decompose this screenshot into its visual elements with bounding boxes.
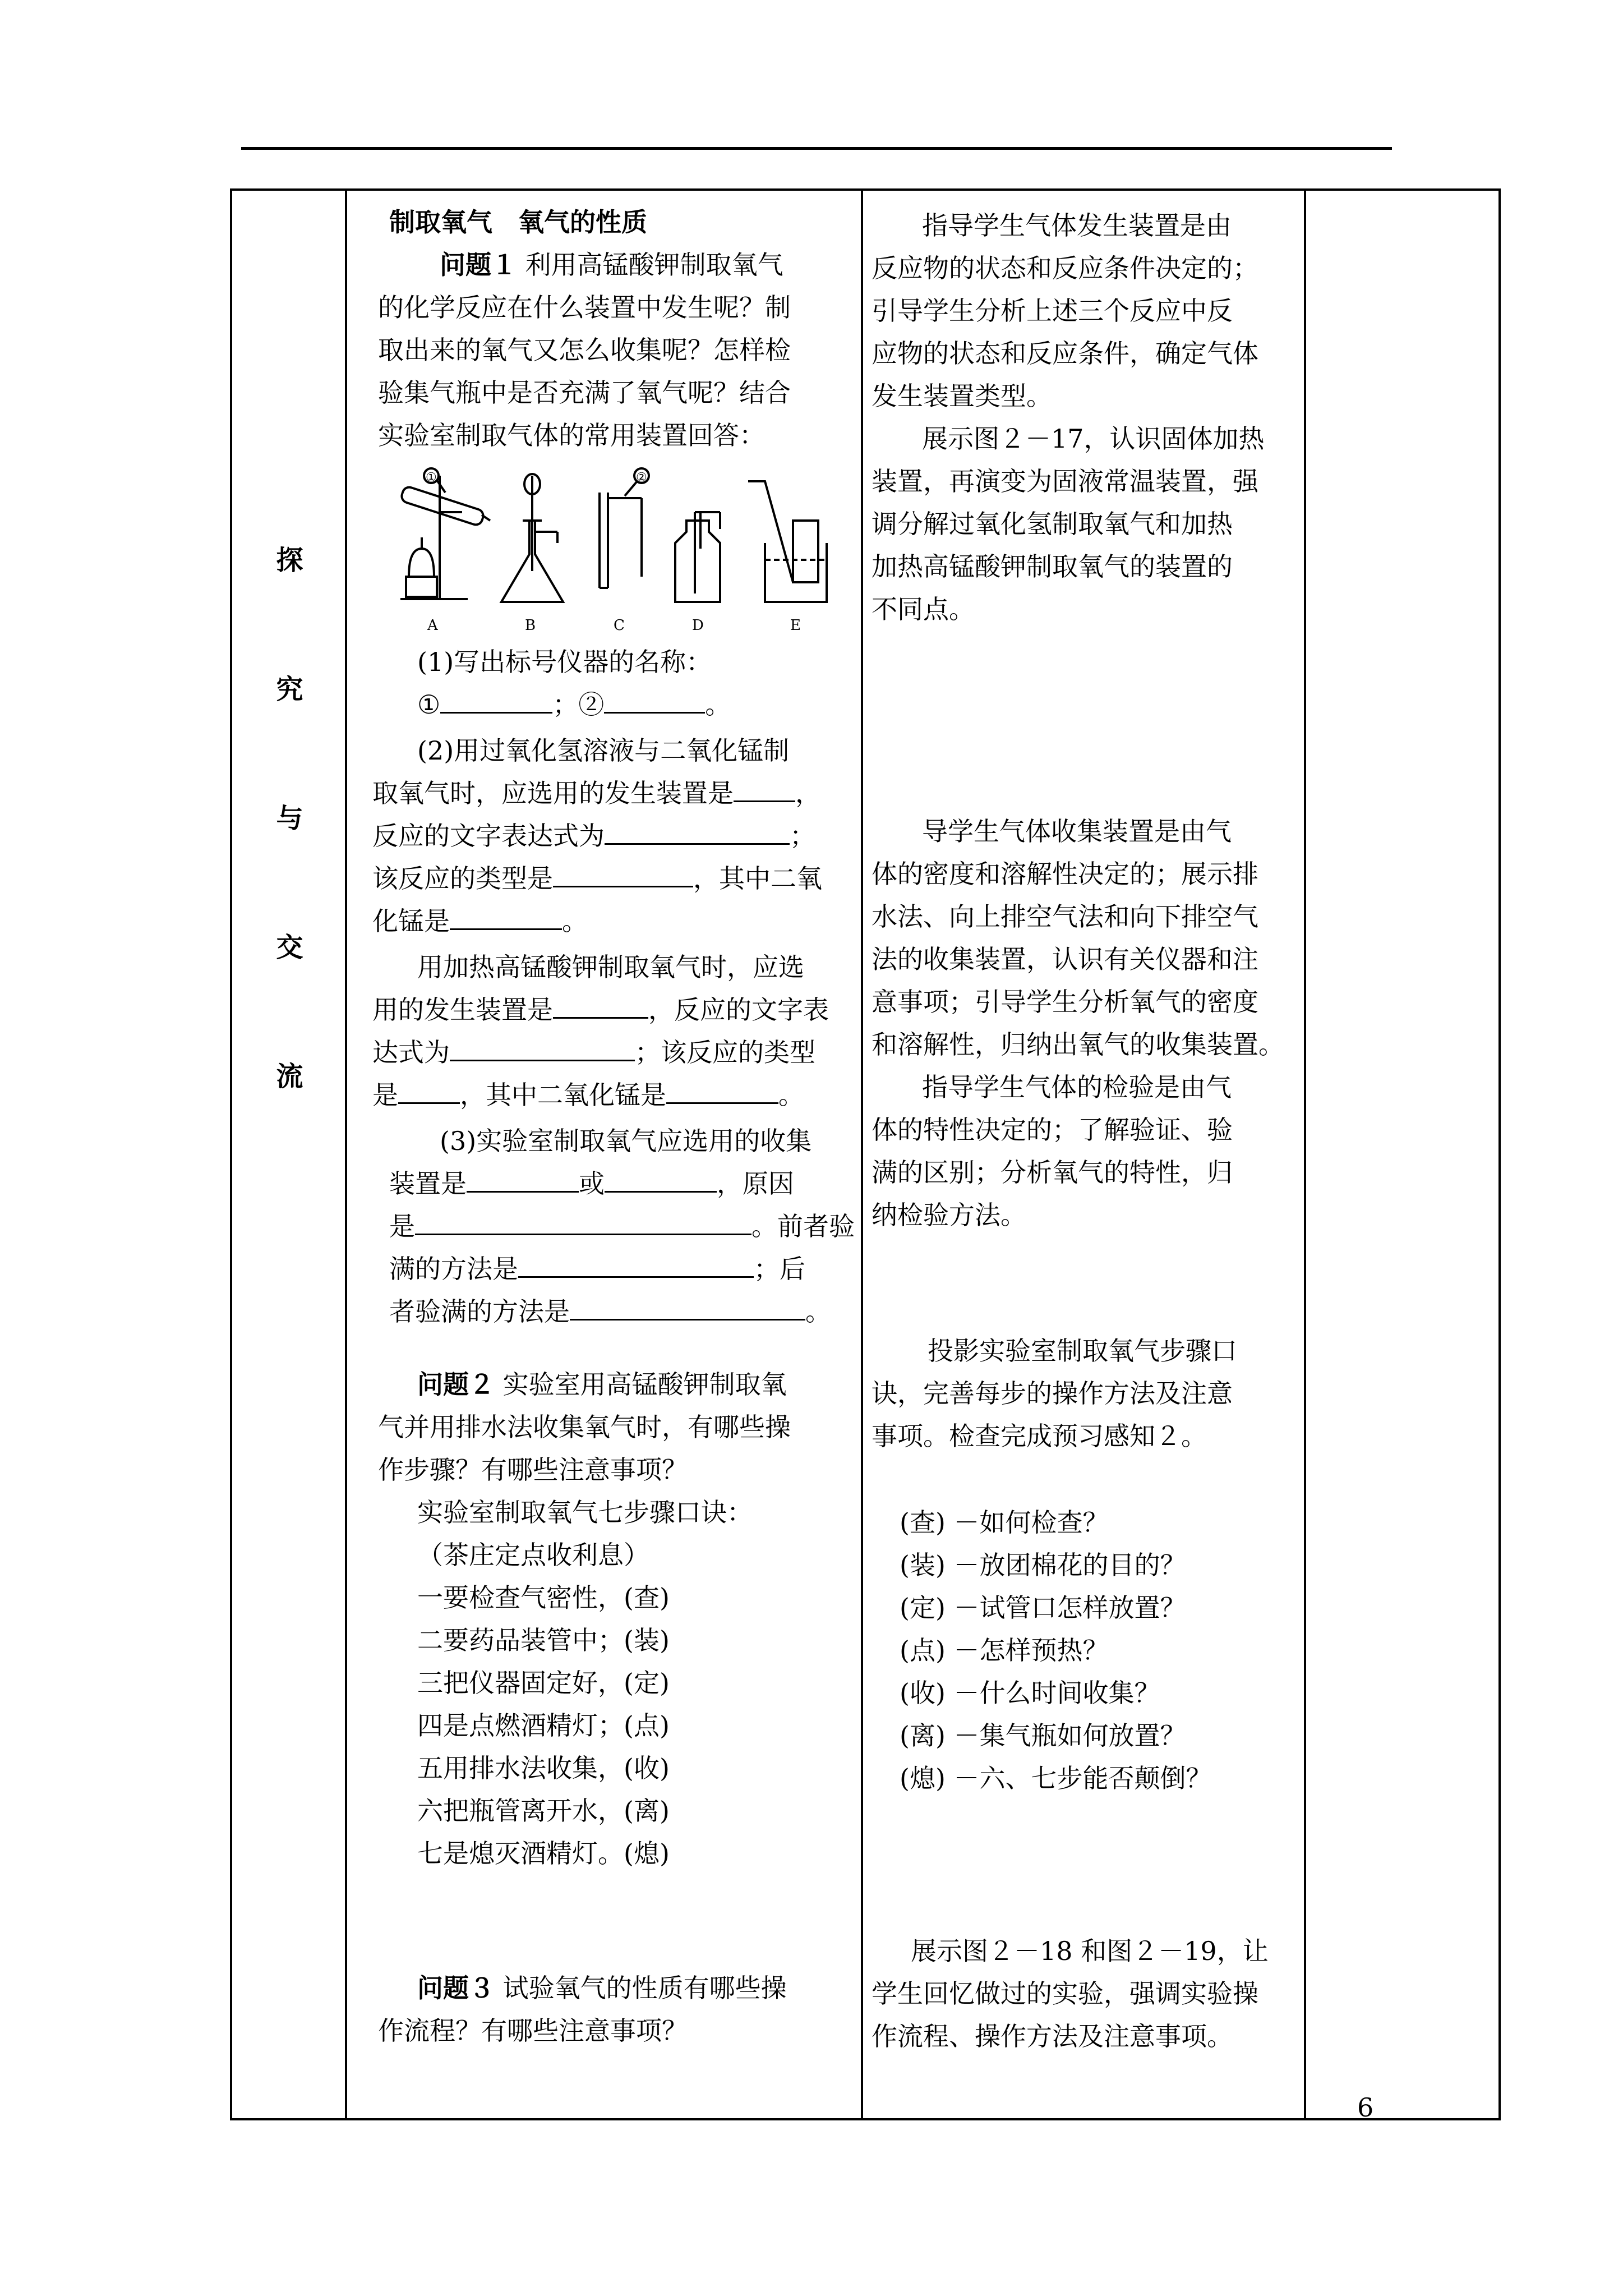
side-label-char: 探: [276, 545, 303, 576]
mnemonic-step: 一要检查气密性，(查): [417, 1582, 670, 1613]
mnemonic-step: 二要药品装管中；(装): [417, 1625, 670, 1655]
guidance-text: 应物的状态和反应条件，确定气体: [872, 338, 1258, 369]
question-2-text: 气并用排水法收集氧气时，有哪些操: [378, 1412, 791, 1442]
sub-question-2: 反应的文字表达式为 ；: [372, 821, 815, 851]
guidance-text: 事项。检查完成预习感知２。: [872, 1421, 1207, 1451]
question-3-text: 作流程？有哪些注意事项？: [378, 2016, 688, 2046]
guidance-question: (熄) －六、七步能否颠倒？: [900, 1763, 1212, 1793]
sub-question-3: 是 。前者验: [389, 1211, 855, 1241]
answer-blank[interactable]: [450, 906, 562, 930]
side-label-char: 究: [276, 674, 303, 705]
answer-blank[interactable]: [553, 995, 648, 1019]
guidance-text: 发生装置类型。: [872, 381, 1052, 411]
guidance-question: (装) －放团棉花的目的？: [900, 1550, 1186, 1580]
guidance-text: 体的特性决定的；了解验证、验: [872, 1115, 1233, 1145]
answer-blank[interactable]: [518, 1254, 754, 1278]
guidance-column: [866, 191, 1303, 2120]
guidance-text: 不同点。: [872, 594, 975, 624]
side-label-char: 与: [276, 803, 303, 834]
column-divider: [1304, 191, 1306, 2118]
apparatus-e: [748, 481, 827, 602]
kmno4-question: 用的发生装置是 ，反应的文字表: [372, 995, 829, 1025]
answer-blank[interactable]: [605, 821, 790, 845]
guidance-text: 体的密度和溶解性决定的；展示排: [872, 859, 1258, 889]
answer-blank[interactable]: [570, 1296, 805, 1320]
kmno4-question: 达式为 ；该反应的类型: [372, 1037, 815, 1068]
kmno4-question: 用加热高锰酸钾制取氧气时，应选: [417, 952, 804, 982]
answer-blank[interactable]: [604, 689, 705, 714]
apparatus-diagram: [378, 459, 838, 638]
guidance-text: 投影实验室制取氧气步骤口: [928, 1336, 1237, 1366]
guidance-text: 装置，再演变为固液常温装置，强: [872, 466, 1258, 496]
answer-blank[interactable]: [605, 1168, 717, 1193]
guidance-text: 加热高锰酸钾制取氧气的装置的: [872, 551, 1233, 582]
mnemonic-step: 五用排水法收集，(收): [417, 1753, 670, 1783]
answer-blank[interactable]: [415, 1211, 751, 1235]
guidance-text: 调分解过氧化氢制取氧气和加热: [872, 509, 1233, 539]
sub-question-3: 者验满的方法是 。: [389, 1296, 831, 1327]
question-3-label: 问题３: [417, 1973, 495, 2003]
apparatus-a: [400, 468, 490, 599]
figure-label-b: B: [525, 617, 536, 634]
guidance-question: (离) －集气瓶如何放置？: [900, 1720, 1186, 1751]
content-column: [361, 191, 855, 2120]
question-1-text: 验集气瓶中是否充满了氧气呢？结合: [378, 378, 791, 408]
sub-question-3: 装置是 或 ，原因: [389, 1168, 794, 1199]
guidance-question: (收) －什么时间收集？: [900, 1678, 1160, 1708]
answer-blank[interactable]: [450, 1037, 635, 1061]
apparatus-d: [675, 512, 720, 602]
header-rule: [241, 147, 1392, 150]
mnemonic-step: 四是点燃酒精灯；(点): [417, 1710, 670, 1741]
question-2-text: 作步骤？有哪些注意事项？: [378, 1455, 688, 1485]
apparatus-c: [600, 468, 649, 588]
sub-question-1: (1)写出标号仪器的名称：: [417, 647, 712, 677]
side-label-char: 交: [276, 932, 303, 963]
answer-blank[interactable]: [467, 1168, 579, 1193]
question-1-text: 取出来的氧气又怎么收集呢？怎样检: [378, 335, 791, 365]
figure-label-d: D: [692, 617, 704, 634]
guidance-text: 指导学生气体的检验是由气: [922, 1072, 1232, 1102]
apparatus-b: [501, 474, 563, 602]
guidance-text: 意事项；引导学生分析氧气的密度: [872, 987, 1258, 1017]
guidance-text: 展示图２－17，认识固体加热: [922, 424, 1265, 454]
guidance-text: 作流程、操作方法及注意事项。: [872, 2021, 1233, 2051]
guidance-text: 导学生气体收集装置是由气: [922, 816, 1232, 846]
answer-blank[interactable]: [440, 689, 552, 714]
figure-label-c: C: [614, 617, 625, 634]
mnemonic-step: 七是熄灭酒精灯。(熄): [417, 1838, 670, 1869]
guidance-question: (定) －试管口怎样放置？: [900, 1593, 1186, 1623]
guidance-question: (点) －怎样预热？: [900, 1635, 1109, 1665]
answer-blank[interactable]: [734, 778, 795, 802]
question-1-text: 的化学反应在什么装置中发生呢？制: [378, 292, 791, 323]
sub-question-1-blanks: ① ；② 。: [417, 689, 731, 720]
guidance-text: 纳检验方法。: [872, 1200, 1026, 1230]
guidance-text: 学生回忆做过的实验，强调实验操: [872, 1978, 1258, 2009]
guidance-text: 引导学生分析上述三个反应中反: [872, 296, 1233, 326]
side-label-char: 流: [276, 1061, 303, 1092]
figure-label-a: A: [427, 617, 438, 634]
lesson-table: [230, 188, 1501, 2120]
question-2-line: 问题２ 实验室用高锰酸钾制取氧: [417, 1369, 787, 1400]
mnemonic-step: 三把仪器固定好，(定): [417, 1668, 670, 1698]
column-divider: [345, 191, 347, 2118]
section-heading: 制取氧气 氧气的性质: [389, 207, 647, 237]
guidance-text: 反应物的状态和反应条件决定的；: [872, 253, 1258, 283]
guidance-text: 和溶解性，归纳出氧气的收集装置。: [872, 1029, 1284, 1060]
guidance-question: (查) －如何检查？: [900, 1507, 1109, 1538]
sub-question-2: (2)用过氧化氢溶液与二氧化锰制: [417, 735, 790, 766]
sub-question-2: 化锰是 。: [372, 906, 588, 936]
guidance-text: 指导学生气体发生装置是由: [922, 210, 1232, 241]
guidance-text: 水法、向上排空气法和向下排空气: [872, 901, 1258, 932]
mnemonic-step: 六把瓶管离开水，(离): [417, 1796, 670, 1826]
sub-question-2: 取氧气时，应选用的发生装置是 ，: [372, 778, 821, 808]
question-1-label: 问题１: [440, 250, 517, 280]
column-divider: [861, 191, 863, 2118]
figure-marker-2: ②: [636, 471, 647, 485]
sub-question-3: (3)实验室制取氧气应选用的收集: [440, 1126, 812, 1156]
guidance-text: 诀，完善每步的操作方法及注意: [872, 1378, 1233, 1409]
kmno4-question: 是 ，其中二氧化锰是 。: [372, 1080, 804, 1110]
mnemonic-subtitle: （茶庄定点收利息）: [417, 1540, 649, 1570]
answer-blank[interactable]: [553, 863, 693, 887]
guidance-text: 展示图２－18 和图２－19，让: [911, 1936, 1269, 1966]
question-3-line: 问题３ 试验氧气的性质有哪些操: [417, 1973, 787, 2003]
apparatus-figure: [378, 459, 838, 638]
figure-marker-1: ①: [426, 471, 437, 485]
question-2-label: 问题２: [417, 1369, 495, 1400]
answer-blank[interactable]: [666, 1080, 778, 1104]
mnemonic-title: 实验室制取氧气七步骤口诀：: [417, 1497, 753, 1527]
question-1-text: 实验室制取气体的常用装置回答：: [378, 420, 765, 450]
answer-blank[interactable]: [398, 1080, 460, 1104]
page-number: 6: [1357, 2092, 1374, 2123]
sub-question-2: 该反应的类型是 ，其中二氧: [372, 863, 822, 894]
sub-question-3: 满的方法是 ；后: [389, 1254, 805, 1284]
guidance-text: 法的收集装置，认识有关仪器和注: [872, 944, 1258, 974]
guidance-text: 满的区别；分析氧气的特性，归: [872, 1157, 1233, 1188]
question-1-line: 问题１ 利用高锰酸钾制取氧气: [440, 250, 783, 280]
figure-label-e: E: [790, 617, 801, 634]
